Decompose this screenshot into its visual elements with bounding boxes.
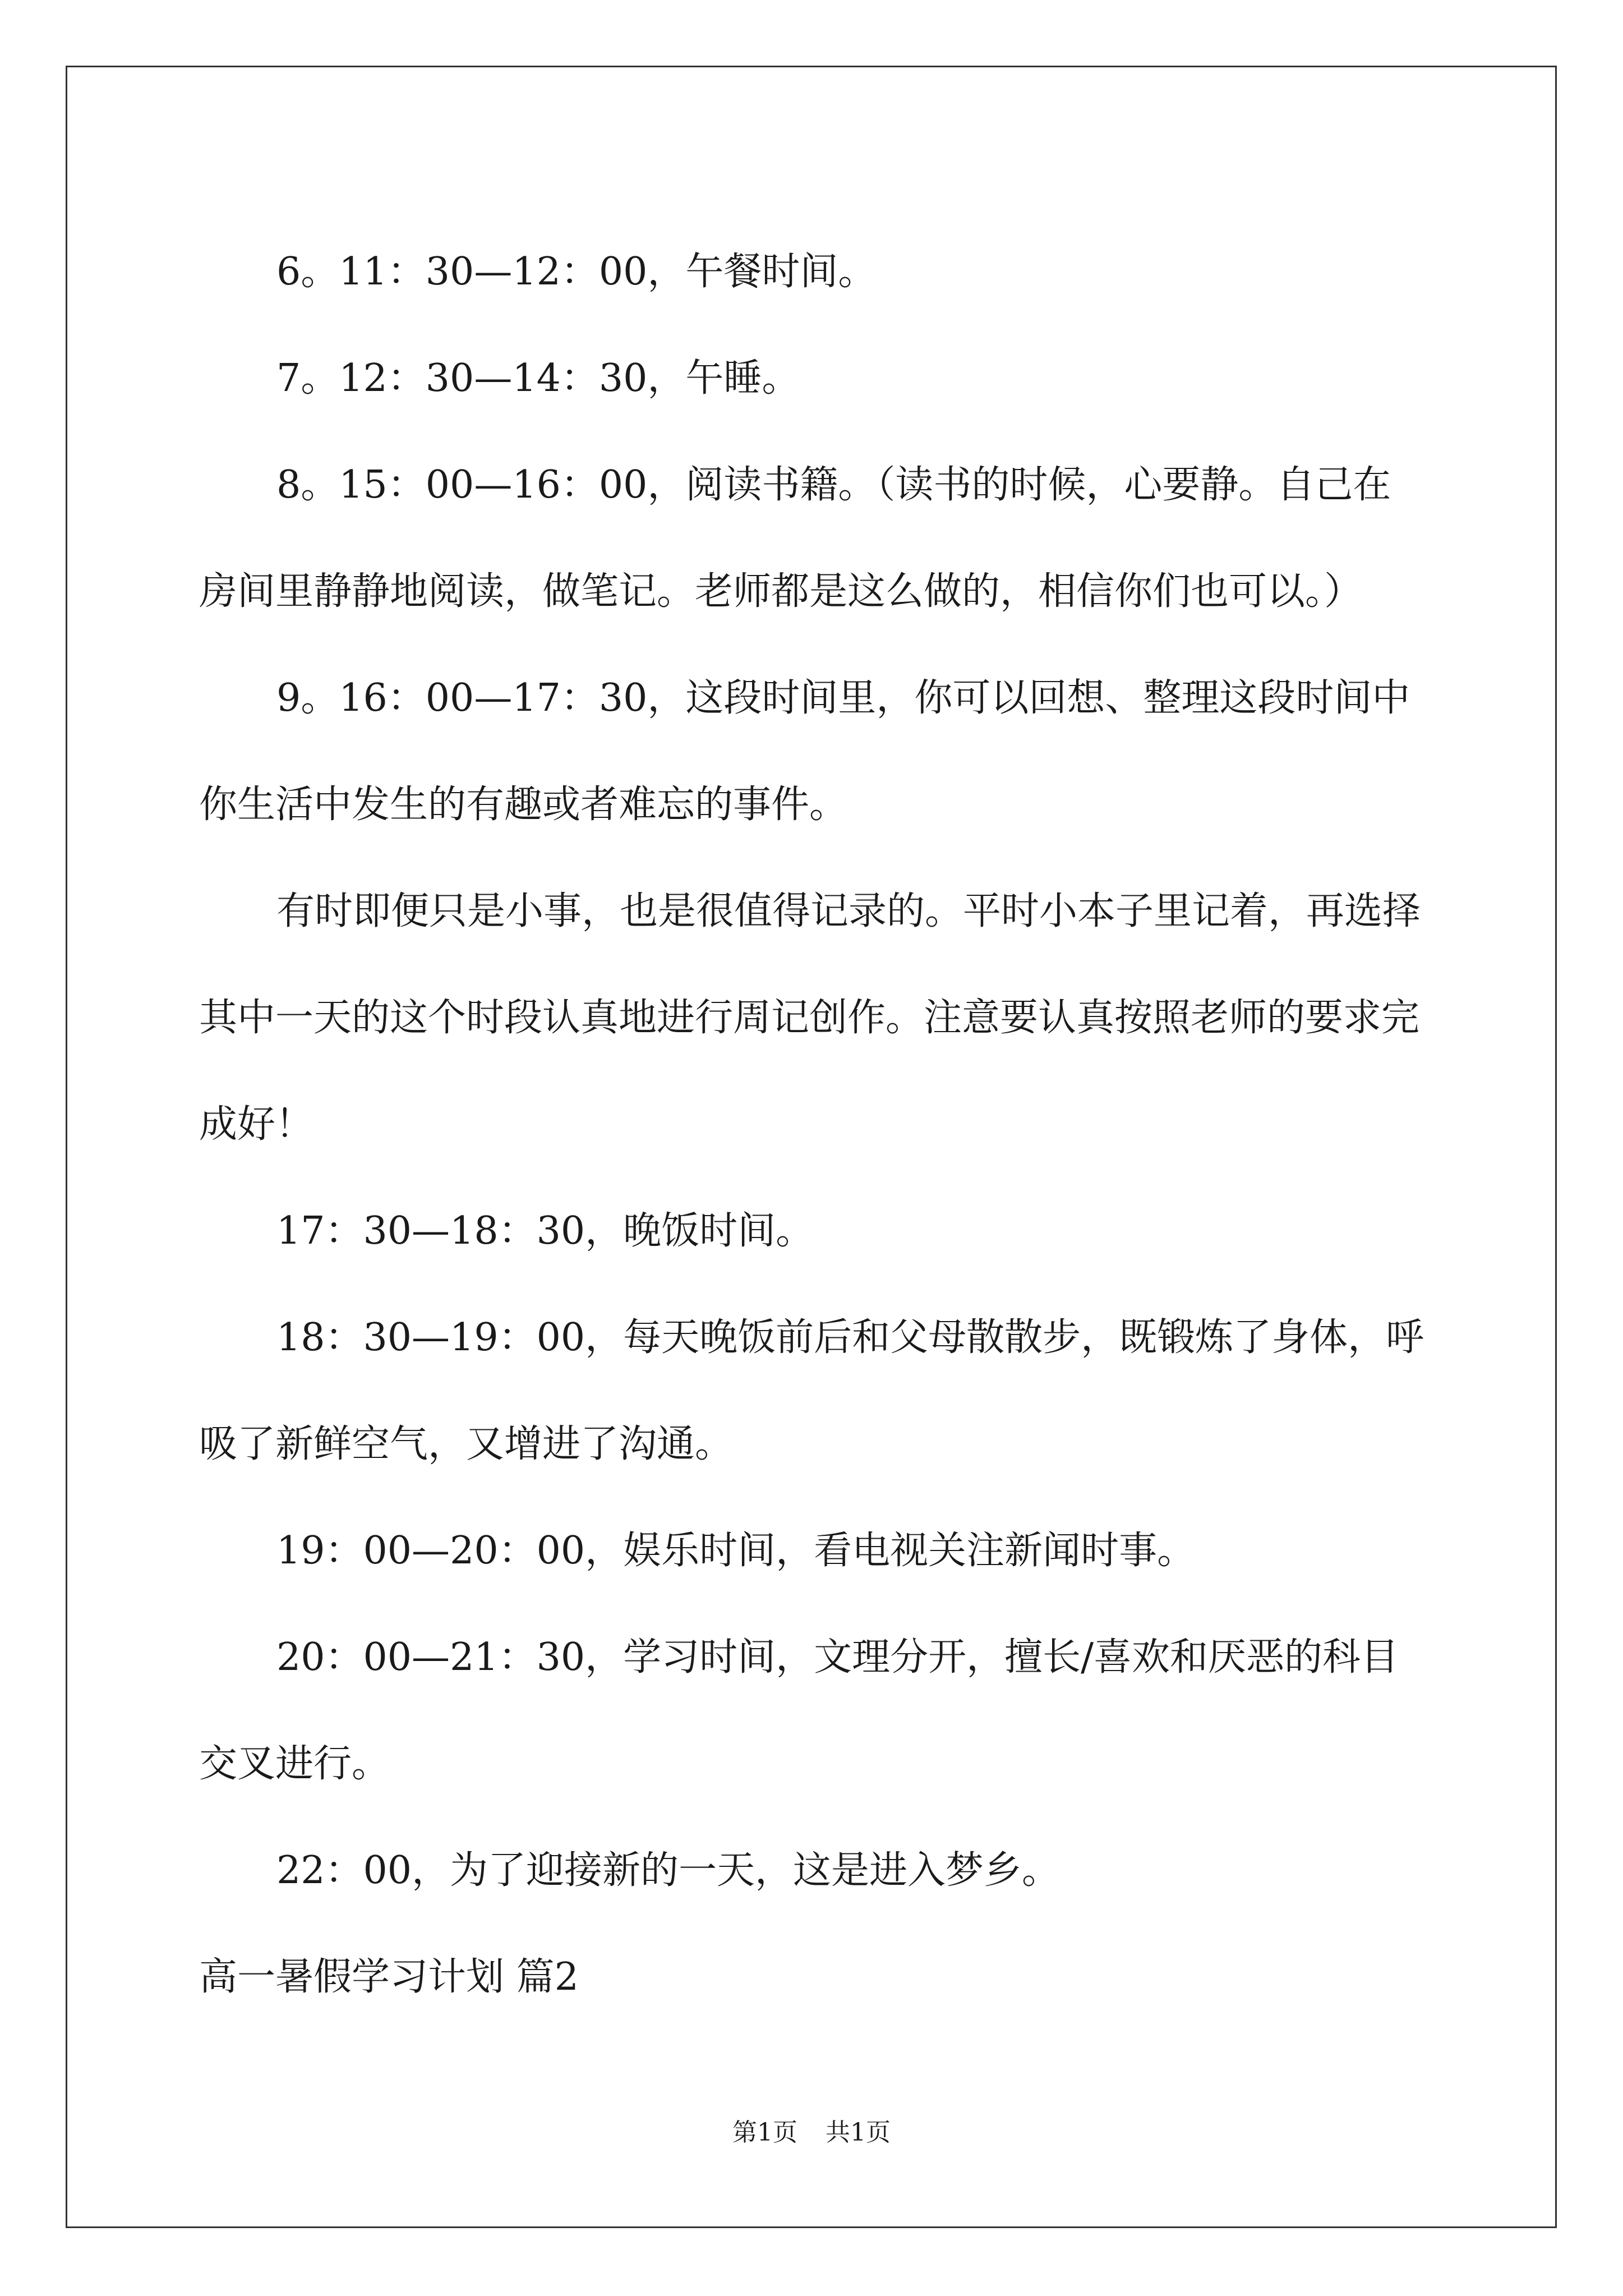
page-number-current: 第1页 (732, 2118, 797, 2147)
paragraph: 20：00—21：30，学习时间，文理分开，擅长/喜欢和厌恶的科目交叉进行。 (199, 1635, 1399, 1786)
paragraph: 22：00，为了迎接新的一天，这是进入梦乡。 (276, 1848, 1061, 1893)
paragraph: 19：00—20：00，娱乐时间，看电视关注新闻时事。 (276, 1529, 1196, 1573)
section-heading: 高一暑假学习计划 篇2 (199, 1955, 579, 1999)
page-number-total: 共1页 (826, 2118, 891, 2147)
document-body (199, 219, 1427, 2031)
paragraph: 9。16：00—17：30，这段时间里，你可以回想、整理这段时间中你生活中发生的有趣或者难忘的事件。 (199, 676, 1410, 827)
paragraph: 17：30—18：30，晚饭时间。 (276, 1209, 814, 1253)
paragraph: 7。12：30—14：30，午睡。 (276, 356, 800, 401)
paragraph: 18：30—19：00，每天晚饭前后和父母散散步，既锻炼了身体，呼吸了新鲜空气，又增进了沟通。 (199, 1315, 1424, 1466)
paragraph: 6。11：30—12：00，午餐时间。 (276, 250, 877, 294)
paragraph: 8。15：00—16：00，阅读书籍。（读书的时候，心要静。自己在房间里静静地阅读，做笔记。老师都是这么做的，相信你们也可以。） (199, 463, 1391, 614)
page-footer (0, 2116, 1623, 2150)
paragraph: 有时即便只是小事，也是很值得记录的。平时小本子里记着，再选择其中一天的这个时段认真地进行周记创作。注意要认真按照老师的要求完成好！ (199, 889, 1421, 1147)
